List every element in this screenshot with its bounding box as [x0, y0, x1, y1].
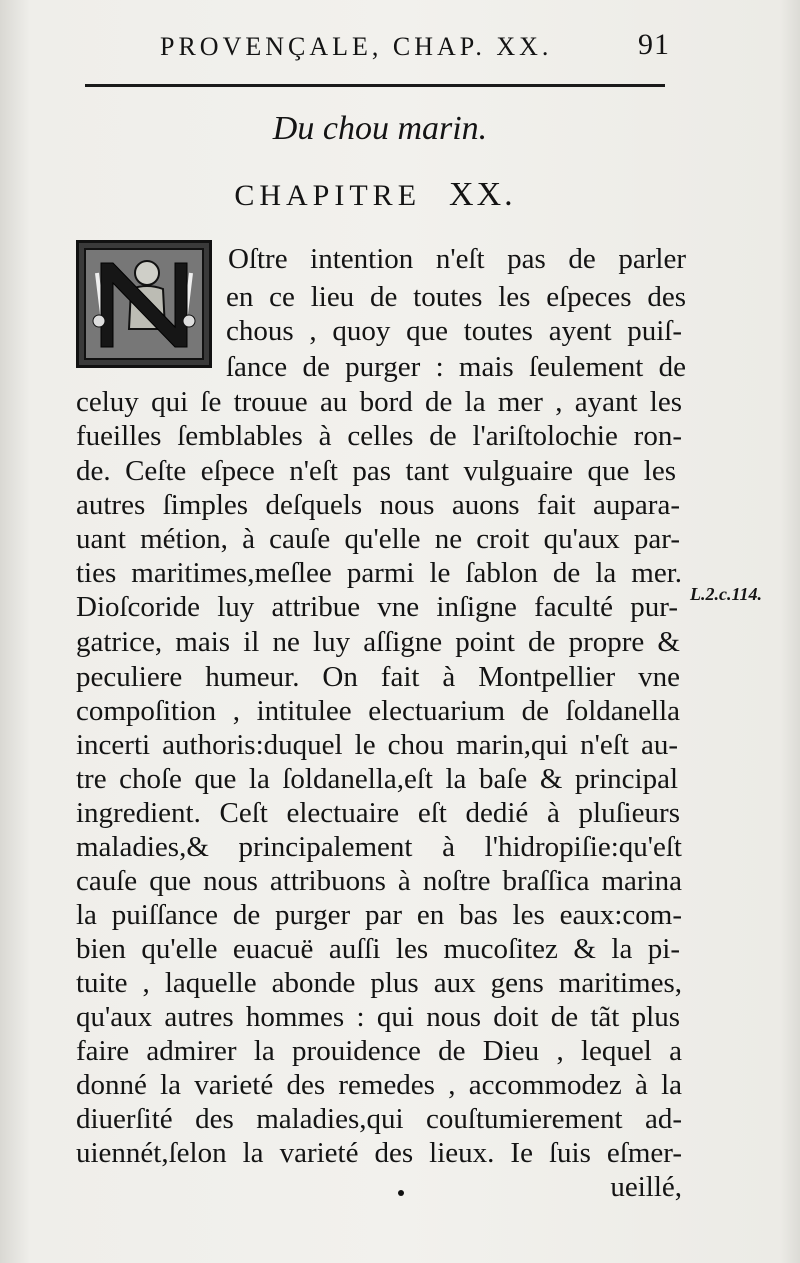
text-line: uiennét,ſelon la varieté des lieux. Ie ſuis eſmer- [76, 1137, 682, 1169]
text-line: ſance de purger : mais ſeulement de [226, 351, 686, 383]
text-line: faire admirer la prouidence de Dieu , lequel a [76, 1035, 682, 1067]
text-line: Dioſcoride luy attribue vne inſigne faculté pur- [76, 591, 678, 623]
text-line: ingredient. Ceſt electuaire eſt dedié à pluſieurs [76, 797, 680, 829]
text-line: peculiere humeur. On fait à Montpellier vne [76, 661, 680, 693]
text-line: incerti authoris:duquel le chou marin,qui n'eſt au- [76, 729, 678, 761]
text-line: de. Ceſte eſpece n'eſt pas tant vulguaire que les [76, 455, 676, 487]
text-line: tre choſe que la ſoldanella,eſt la baſe & principal [76, 763, 678, 795]
chapter-label: CHAPITRE [234, 179, 422, 212]
ink-dot [398, 1190, 404, 1196]
text-line: diuerſité des maladies,qui couſtumierement ad- [76, 1103, 682, 1135]
decorated-initial [76, 240, 212, 368]
running-title: PROVENÇALE, CHAP. XX. [160, 32, 553, 61]
running-header [150, 28, 710, 68]
text-line: celuy qui ſe trouue au bord de la mer , ayant les [76, 386, 682, 418]
text-line: bien qu'elle euacuë auſſi les mucoſitez & la pi- [76, 933, 680, 965]
text-line: autres ſimples deſquels nous auons fait aupara- [76, 489, 680, 521]
text-line: en ce lieu de toutes les eſpeces des [226, 281, 686, 313]
chapter-heading [0, 176, 750, 214]
margin-reference: L.2.c.114. [690, 584, 762, 604]
woodcut-initial-image [79, 243, 209, 365]
text-line: tuite , laquelle abonde plus aux gens maritimes, [76, 967, 682, 999]
page-number: 91 [638, 28, 670, 61]
text-line: uant métion, à cauſe qu'elle ne croit qu'aux par- [76, 523, 680, 555]
text-line: fueilles ſemblables à celles de l'ariſtolochie ron- [76, 420, 682, 452]
text-line: donné la varieté des remedes , accommodez à la [76, 1069, 682, 1101]
catchword: ueillé, [610, 1171, 682, 1203]
text-line: la puiſſance de purger par en bas les eaux:com- [76, 899, 682, 931]
text-line: ties maritimes,meſlee parmi le ſablon de la mer. [76, 557, 682, 589]
text-line: cauſe que nous attribuons à noſtre braſſica marina [76, 865, 682, 897]
chapter-number: XX. [449, 176, 516, 213]
header-rule [85, 84, 665, 87]
text-line: maladies,& principalement à l'hidropiſie:qu'eſt [76, 831, 682, 863]
text-line: gatrice, mais il ne luy aſſigne point de propre & [76, 626, 680, 658]
text-line: qu'aux autres hommes : qui nous doit de tãt plus [76, 1001, 680, 1033]
text-line: chous , quoy que toutes ayent puiſ- [226, 315, 682, 347]
text-line: Oſtre intention n'eſt pas de parler [228, 243, 686, 275]
text-line: compoſition , intitulee electuarium de ſoldanella [76, 695, 680, 727]
section-title: Du chou marin. [272, 110, 488, 147]
